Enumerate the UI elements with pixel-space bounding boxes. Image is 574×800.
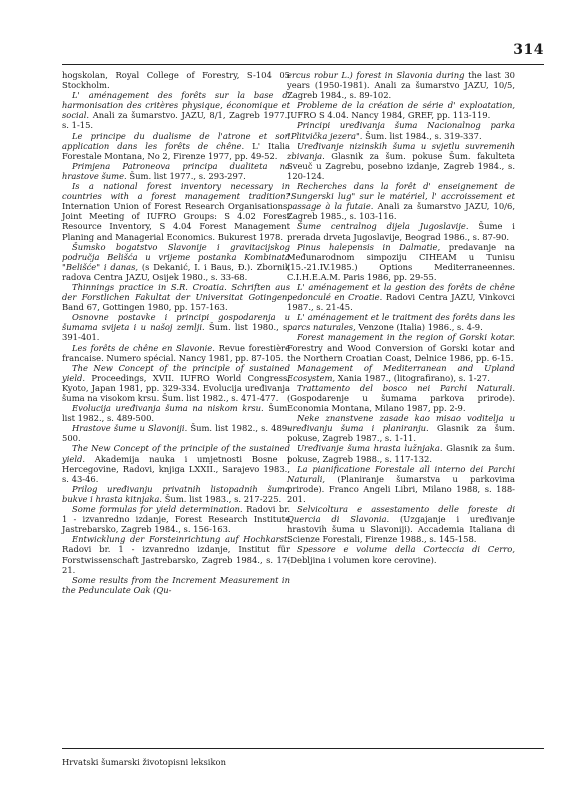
entry-source: Šum. list 1984., s. 319-337. <box>362 130 482 141</box>
entry-title: La pianificatione Forestale all interno dei Parchi Naturali, <box>287 463 515 484</box>
bibliography-entry <box>287 464 515 504</box>
right-column <box>287 70 515 565</box>
entry-title: Primjena Patroneova principa dualiteta na hrastove šume. <box>62 160 290 181</box>
entry-source: predavanje na Međunarodnom simpoziju CIHEAM u Tunisu (15.-21.IV.1985.) Options Mediterraneennes. C.I.H.E.A.M. Paris 1986, pp. 29-55. <box>287 241 515 282</box>
bibliography-entry <box>62 282 290 312</box>
entry-source: Šum. list 1983., s. 217-225. <box>162 493 282 504</box>
bibliography-entry <box>62 575 290 595</box>
bibliography-entry <box>287 221 515 241</box>
entry-source: Revue forestière francaise. Numero spécial. Nancy 1981, pp. 87-105. <box>62 342 291 363</box>
entry-source: Glasnik za šum. pokuse Šum. fakulteta Sveuč u Zagrebu, posebno izdanje, Zagreb 1984., s. 120-124. <box>287 150 515 181</box>
entry-source: Xania 1987., (litografirano), s. 1-27. <box>335 372 490 383</box>
entry-title: Les forêts de chêne en Slavonie. <box>72 342 215 353</box>
bibliography-entry <box>287 70 515 100</box>
entry-title: Some formulas for yield determination. <box>72 504 243 515</box>
bibliography-entry <box>287 181 515 221</box>
bibliography-entry <box>62 343 290 363</box>
page-footer: Hrvatski šumarski životopisni leksikon <box>62 757 226 767</box>
entry-title: Forest management in the region of Gorski kotar. <box>297 332 515 343</box>
bibliography-entry <box>62 504 290 534</box>
entry-source: Radovi Centra JAZU, Vinkovci 1987., s. 21-45. <box>287 292 515 313</box>
entry-source: Radovi br. 1 - izvanredno izdanje, Forest Research Institute Jastrebarsko, Zagreb 1984., s. 156-163. <box>62 504 290 535</box>
entry-title: Pinus halepensis in Dalmatie, <box>297 241 441 252</box>
entry-source: Šume i prerada drveta Jugoslavije, Beograd 1986., s. 87-90. <box>287 221 515 242</box>
entry-source: Šum. list 1977., s. 293-297. <box>126 170 246 181</box>
entry-title: L' aménagement et la gestion des forêts de chêne pedonculé en Croatie. <box>287 281 515 303</box>
left-column <box>62 70 290 595</box>
entry-title: Spessore e volume della Corteccia di Cerro, <box>297 544 515 555</box>
bibliography-entry <box>287 504 515 544</box>
entry-source: Šum. list 1980., s. 391-401. <box>62 322 290 343</box>
bibliography-entry <box>62 181 290 242</box>
entry-source: the last 30 years (1950-1981). Anali za šumarstvo JAZU, 10/5, Zagreb 1984., s. 89-102. <box>287 70 515 101</box>
bibliography-entry <box>287 363 515 383</box>
bibliography-entry <box>62 131 290 161</box>
entry-title: Šume centralnog dijela Jugoslavije. <box>297 221 469 232</box>
entry-title: Probleme de la création de série d' exploatation, <box>297 100 515 111</box>
entry-title: L' aménagement des forêts sur la base d' harmonisation des critères physique, économique et social. <box>62 90 290 121</box>
bibliography-entry <box>62 312 290 342</box>
entry-title: ercus robur L.) forest in Slavonia during <box>287 70 465 80</box>
bibliography-entry <box>287 242 515 282</box>
entry-source: Band 67, Gottingen 1980, pp. 157-163. <box>62 302 228 313</box>
entry-source: Šum. list 1982., s. 489-500. <box>62 423 290 444</box>
bibliography-entry <box>62 423 290 443</box>
entry-title: Principi uređivanja šuma Nacionalnog parka "Plitvička jezera". <box>287 120 515 141</box>
entry-title: Entwicklung der Forsteinrichtung auf Hochkarst. <box>72 534 290 545</box>
entry-source: hogskolan, Royal College of Forestry, S-104 05 Stockholm. <box>62 70 290 91</box>
bibliography-entry <box>62 90 290 130</box>
bibliography-entry <box>62 403 290 423</box>
bibliography-entry <box>62 484 290 504</box>
entry-source: (Uzgajanje i uređivanje hrastovih šuma u Slavoniji). Accademia Italiana di Scienze Forestali, Firenze 1988., s. 145-158. <box>287 514 515 545</box>
entry-title: The New Concept of the principle of the sustained yield. <box>62 443 290 464</box>
entry-title: Uređivanje nizinskih šuma u svjetlu suvremenih zbivanja. <box>287 140 515 161</box>
bibliography-entry <box>287 383 515 413</box>
entry-title: Thinnings practice in S.R. Croatia. Schriften aus der Forstlichen Fakultat der Universitat Gotingen, <box>62 281 290 303</box>
entry-source: Akademija nauka i umjetnosti Bosne i Hercegovine, Radovi, knjiga LXXII., Sarajevo 1983., s. 43-46. <box>62 453 290 484</box>
entry-title: L' aménagement et le traitment des forêts dans les parcs naturales, <box>287 312 515 333</box>
bibliography-entry <box>62 70 290 90</box>
entry-title: Hrastove šume u Slavoniji. <box>72 423 188 434</box>
entry-title: Le principe du dualisme de l'atrone et son application dans les forêts de chêne. <box>62 130 290 151</box>
bibliography-entry <box>62 363 290 403</box>
entry-source: (Gospodarenje u šumama parkova prirode). Economia Montana, Milano 1987, pp. 2-9. <box>287 393 515 414</box>
entry-title: Is a national forest inventory necessary in countries with a forest management tradition? <box>62 181 290 202</box>
entry-title: Recherches dans la forêt d' enseignement de "Sungerski lug" sur le matériel, l' accroissement et passage à la futaie. <box>287 181 515 212</box>
entry-title: Prilog uređivanju privatnih listopadnih šuma bukve i hrasta kitnjaka. <box>62 483 290 504</box>
entry-source: Glasnik za šum. pokuse, Zagreb 1987., s. 1-11. <box>287 423 515 444</box>
entry-title: Neke znanstvene zasade kao misao voditelja u uređivanju šuma i planiranju. <box>287 413 515 434</box>
entry-title: Management of Mediterranean and Upland Ecosystem, <box>287 362 515 383</box>
entry-title: Trattamento del bosco nei Parchi Naturali. <box>297 382 515 393</box>
entry-source: Radovi br. 1 - izvanredno izdanje, Institut für Forstwissenschaft Jastrebarsko, Zagreb 1984., s. 17-21. <box>62 544 290 575</box>
bibliography-entry <box>287 443 515 463</box>
bibliography-entry <box>62 161 290 181</box>
entry-title: Selvicoltura e assestamento delle foreste di Quercia di Slavonia. <box>287 504 515 525</box>
entry-source: (Debljina i volumen kore cerovine). <box>287 554 437 565</box>
entry-source: (s Dekanić, I. i Baus, Đ.). Zbornik radova Centra JAZU, Osijek 1980., s. 33-68. <box>62 261 290 282</box>
entry-source: Proceedings, XVII. IUFRO World Congress, Kyoto, Japan 1981, pp. 329-334. Evolucija uređivanja šuma na visokom krsu. Šum. list 1982., s. 471-477. <box>62 372 290 403</box>
entry-title: Uređivanje šuma hrasta lužnjaka. <box>297 443 443 454</box>
entry-source: Glasnik za šum. pokuse, Zagreb 1988., s. 117-132. <box>287 443 515 464</box>
bibliography-entry <box>62 443 290 483</box>
bibliography-entry <box>287 120 515 140</box>
bibliography-entry <box>287 141 515 181</box>
bibliography-entry <box>62 242 290 282</box>
entry-title: Šumsko bogatstvo Slavonije i gravitacijskog područja Belišća u vrijeme postanka Kombinata "Belišće" i danas, <box>62 241 290 272</box>
entry-source: IUFRO S 4.04. Nancy 1984, GREF, pp. 113-119. <box>287 110 491 121</box>
entry-title: Osnovne postavke i principi gospodarenja u šumama svijeta i u našoj zemlji. <box>62 312 290 333</box>
bibliography-entry <box>62 534 290 574</box>
bibliography-entry <box>287 413 515 443</box>
bibliography-entry <box>287 332 515 362</box>
entry-title: Some results from the Increment Measurement in the Pedunculate Oak (Qu- <box>62 574 290 595</box>
bibliography-entry <box>287 544 515 564</box>
entry-title: The New Concept of the principle of sustained yield. <box>62 362 290 383</box>
entry-source: (Planiranje šumarstva u parkovima prirode). Franco Angeli Libri, Milano 1988, s. 188-201. <box>287 473 515 504</box>
entry-source: L' Italia Forestale Montana, No 2, Firenze 1977, pp. 49-52. <box>62 140 290 161</box>
bibliography-entry <box>287 282 515 312</box>
entry-title: Evolucija uređivanja šuma na niskom krsu. <box>72 403 264 414</box>
bibliography-entry <box>287 312 515 332</box>
entry-source: Venzone (Italia) 1986., s. 4-9. <box>355 322 483 333</box>
entry-source: Anali za šumarstvo. JAZU, 8/1, Zagreb 1977., s. 1-15. <box>62 110 290 131</box>
bibliography-entry <box>287 100 515 120</box>
entry-source: Anali za šumarstvo JAZU, 10/6, Zagreb 1985., s. 103-116. <box>287 201 515 222</box>
header-rule <box>62 64 544 65</box>
footer-rule <box>62 748 544 749</box>
entry-source: Internation Union of Forest Research Organisations, Joint Meeting of IUFRO Groups: S 4.02 Forest Resource Inventory, S 4.04 Forest Management Planing and Managerial Economics. Bukurest 1978. <box>62 201 290 242</box>
entry-source: Forestry and Wood Conversion of Gorski kotar and the Northern Croatian Coast, Delnice 1986, pp. 6-15. <box>287 342 515 363</box>
page-number: 314 <box>513 42 544 58</box>
entry-source: Šum. list 1982., s. 489-500. <box>62 403 290 424</box>
